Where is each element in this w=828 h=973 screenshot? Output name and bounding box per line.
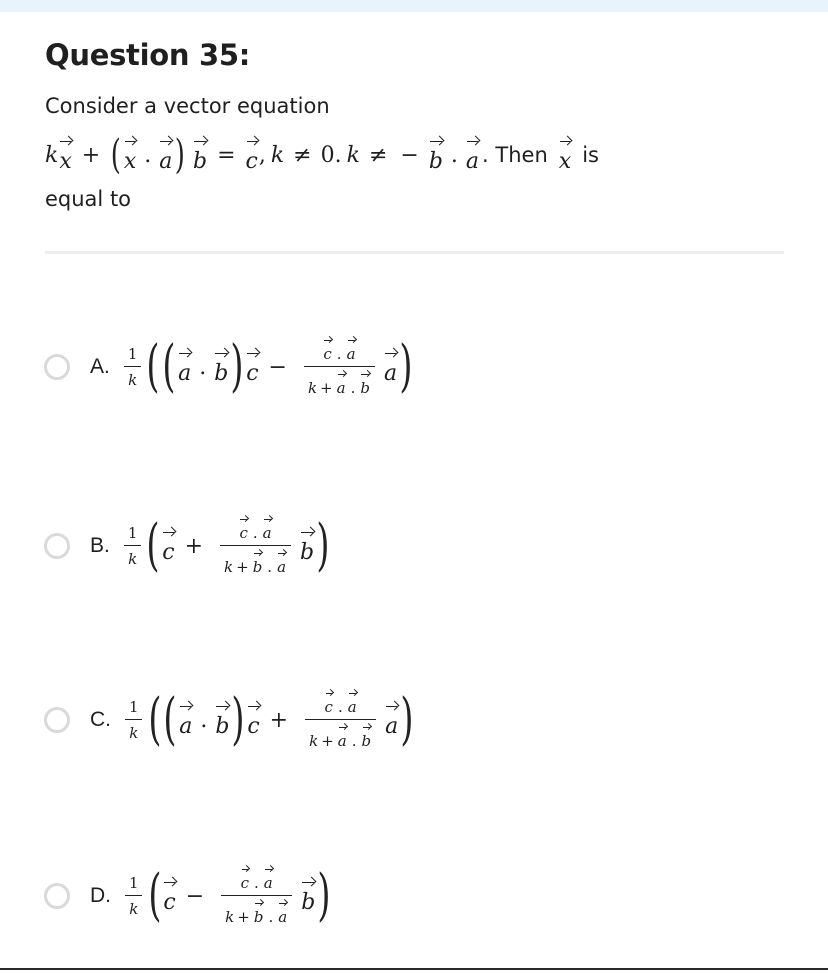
- option-letter: B.: [90, 534, 110, 557]
- vector-equation: k x + ( x . a ) b = c , k ≠ 0. k ≠ − b . a . Then x is: [45, 132, 599, 178]
- option-c-formula: $\frac{1}{k}$ ( ( a . b ) c + c . a k + a . b a ): [121, 690, 415, 750]
- radio-button-a[interactable]: [44, 354, 70, 380]
- option-sign: +: [184, 533, 204, 559]
- option-a[interactable]: [44, 335, 414, 399]
- option-letter: D.: [90, 884, 111, 907]
- option-d[interactable]: [44, 864, 332, 928]
- divider: [45, 251, 784, 254]
- option-b[interactable]: [44, 514, 331, 578]
- option-d-formula: $\frac{1}{k}$ ( c − c . a k + b . a b ): [121, 866, 332, 926]
- option-letter: A.: [90, 355, 110, 378]
- option-a-formula: $\frac{1}{k}$ ( ( a . b ) c − c . a k + a . b a ): [120, 337, 414, 397]
- option-sign: −: [268, 354, 287, 380]
- option-sign: −: [185, 883, 205, 909]
- question-continuation: equal to: [45, 187, 132, 211]
- bottom-border: [0, 968, 828, 970]
- option-sign: +: [269, 707, 289, 733]
- is-text: is: [582, 143, 599, 167]
- top-bar: [0, 0, 828, 12]
- question-intro: Consider a vector equation: [45, 94, 330, 118]
- option-letter: C.: [90, 708, 111, 731]
- option-b-formula: $\frac{1}{k}$ ( c + c . a k + b . a b ): [120, 516, 331, 576]
- radio-button-c[interactable]: [44, 707, 70, 733]
- question-title: Question 35:: [45, 38, 251, 72]
- then-text: . Then: [482, 143, 548, 167]
- radio-button-d[interactable]: [44, 883, 70, 909]
- radio-button-b[interactable]: [44, 533, 70, 559]
- option-c[interactable]: [44, 688, 415, 752]
